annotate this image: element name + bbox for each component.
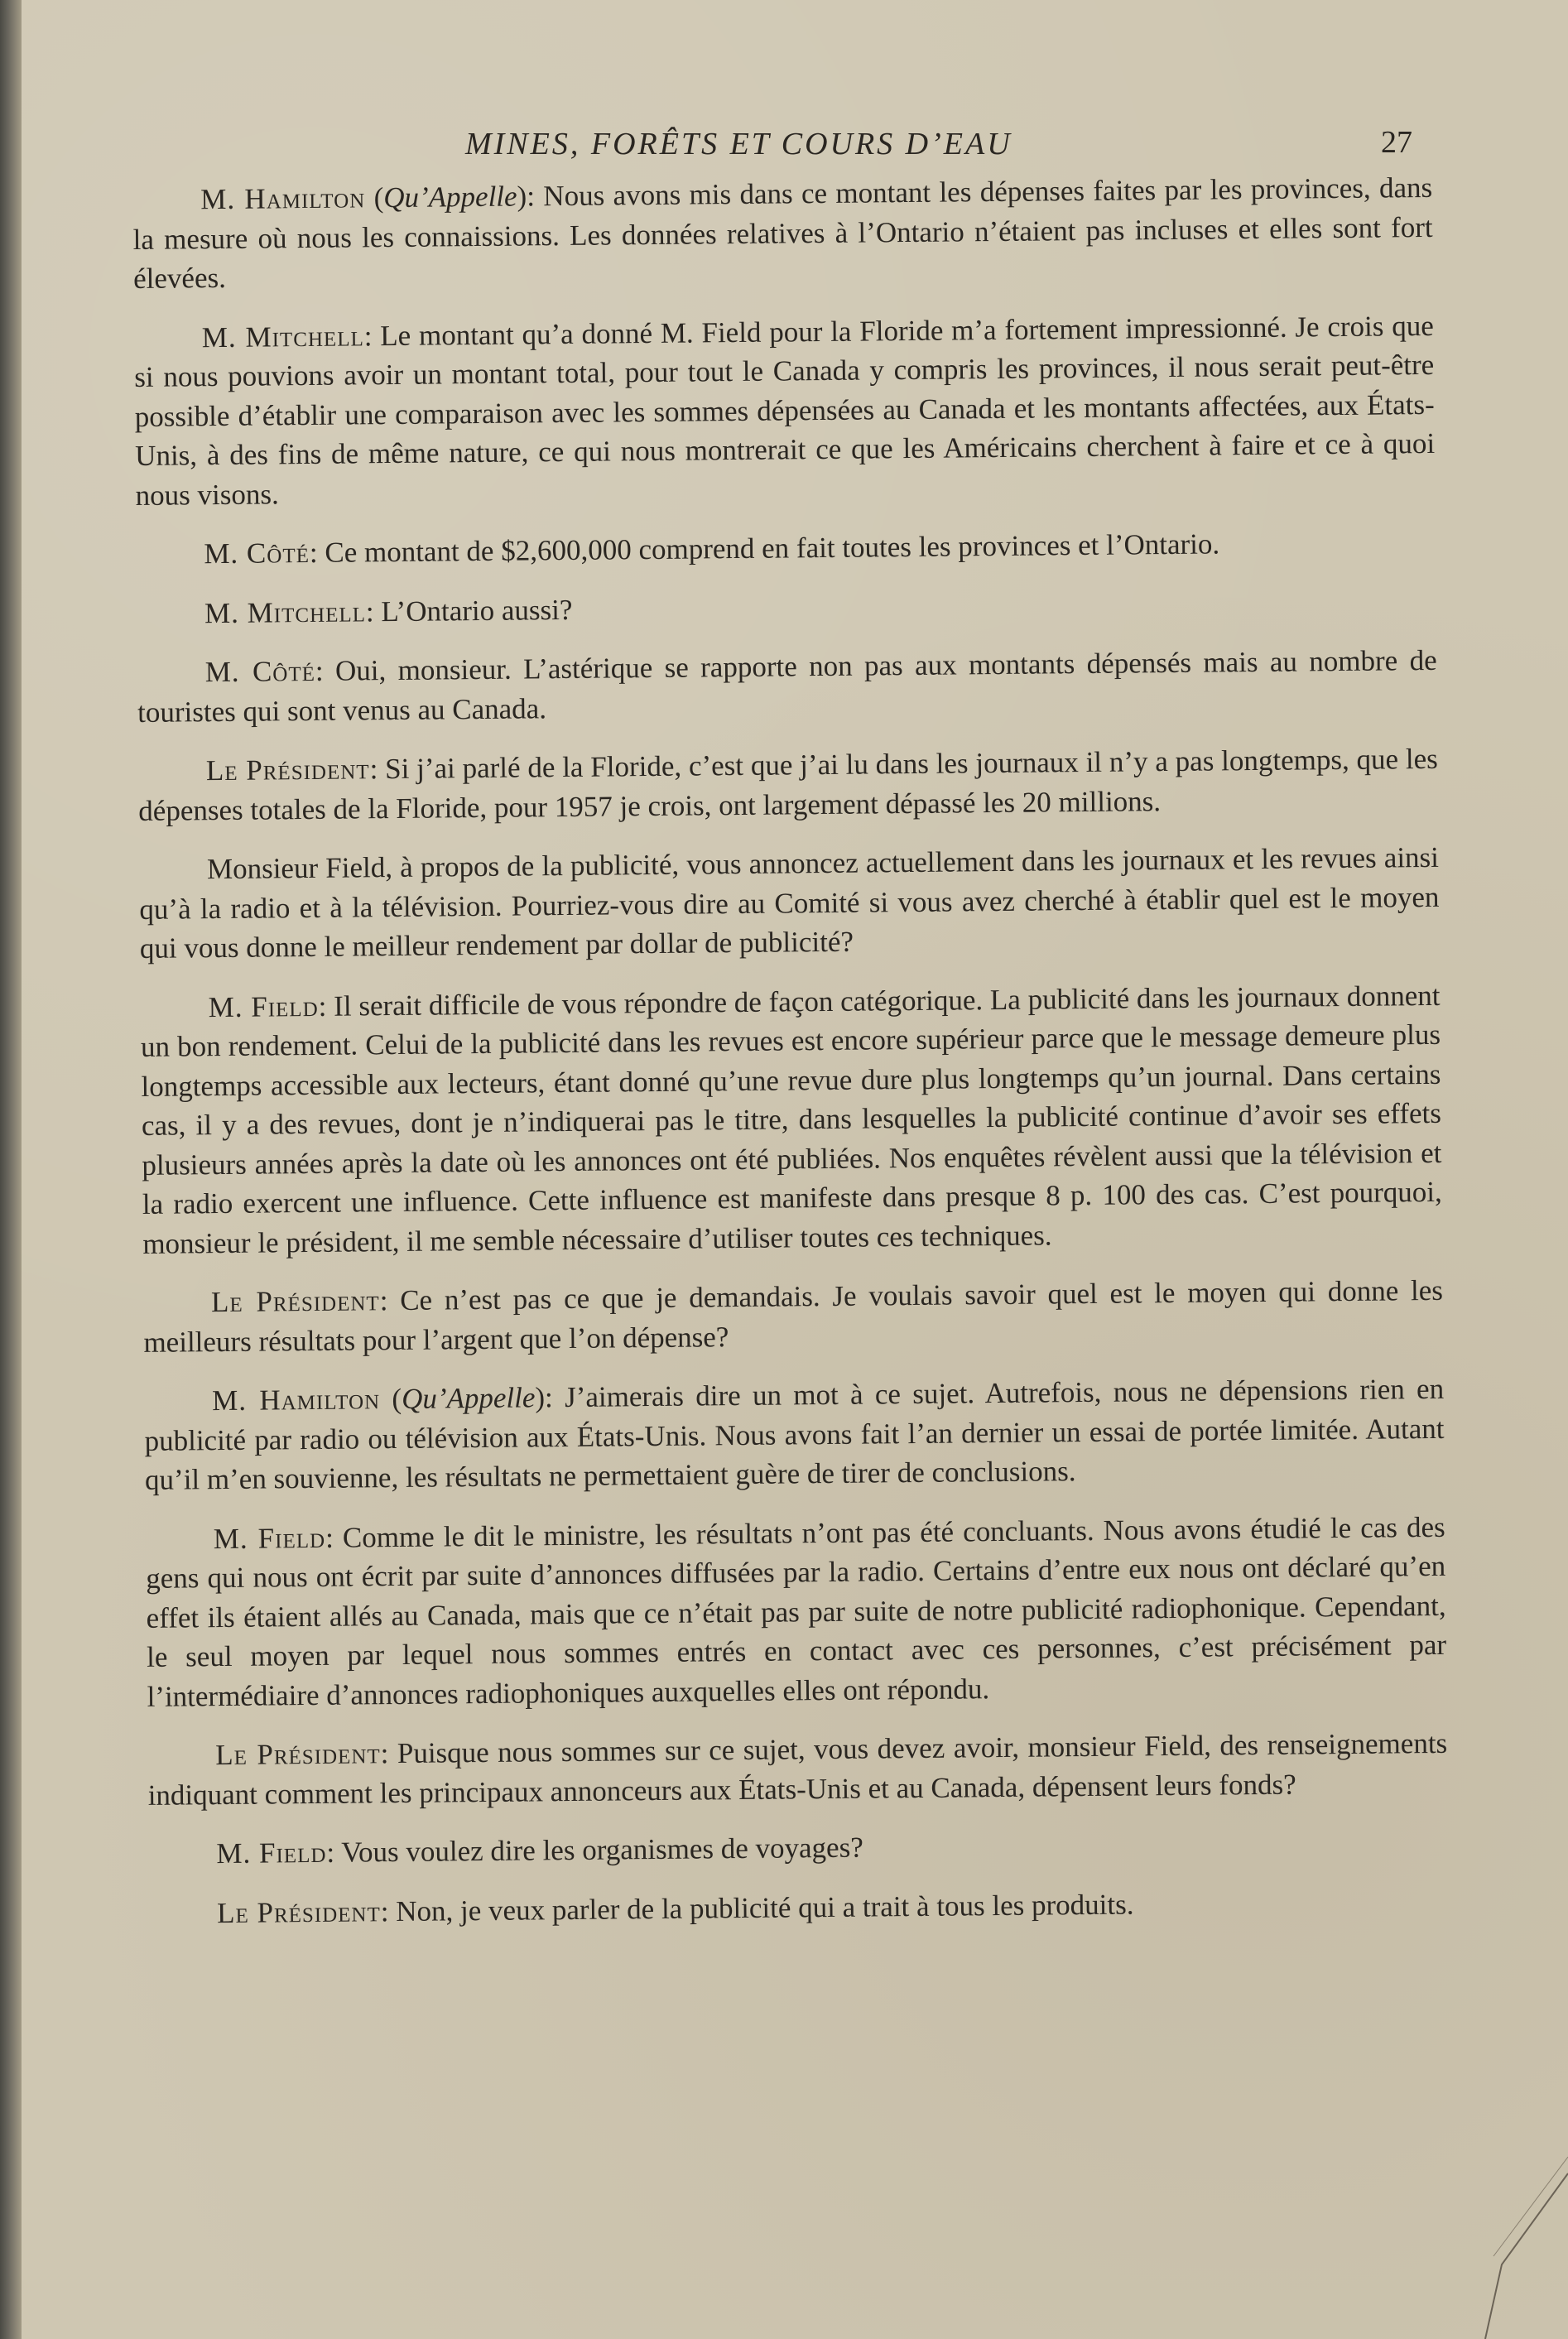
- paragraph: M. Field: Il serait difficile de vous répondre de façon catégorique. La publicité dans les journaux donnent un bon rendement. Celui de la publicité dans les revues est encore supérieur parce que le message demeure plus longtemps accessible aux lecteurs, étant donné qu’une revue dure plus longtemps qu’un journal. Dans certains cas, il y a des revues, dont je n’indiquerai pas le titre, dans lesquelles la publicité continue d’avoir ses effets plusieurs années après la date où les annonces ont été publiées. Nos enquêtes révèlent aussi que la télévision et la radio exercent une influence. Cette influence est manifeste dans presque 8 p. 100 des cas. C’est pourquoi, monsieur le président, il me semble nécessaire d’utiliser toutes ces techniques.: [140, 979, 1442, 1260]
- paragraph-text: L’Ontario aussi?: [381, 593, 573, 628]
- paragraph-text: Puisque nous sommes sur ce sujet, vous devez avoir, monsieur Field, des renseignements indiquant comment les principaux annonceurs aux États-Unis et au Canada, dépensent leurs fonds?: [147, 1726, 1448, 1812]
- paragraph: M. Field: Vous voulez dire les organismes de voyages?: [216, 1831, 863, 1870]
- page-corner-crease: [1402, 2124, 1568, 2339]
- paragraph: M. Field: Comme le dit le ministre, les résultats n’ont pas été concluants. Nous avons étudié le cas des gens qui nous ont écrit par suite d’annonces diffusées par la radio. Certains d’entre eux nous ont déclaré qu’en effet ils étaient allés au Canada, mais que ce n’était pas par suite de notre publicité radiophonique. Cependant, le seul moyen par lequel nous sommes entrés en contact avec ces personnes, c’est précisément par l’intermédiaire d’annonces radiophoniques auxquelles elles ont répondu.: [146, 1510, 1447, 1713]
- page-body: [132, 168, 1449, 1953]
- speaker-name: M. Mitchell: [204, 594, 367, 629]
- page-header: [0, 116, 1568, 174]
- speaker-name: Le Président: [205, 753, 370, 787]
- paragraph: [139, 838, 1440, 969]
- speaker-name: M. Field: [216, 1836, 327, 1870]
- speaker-name: Le Président: [215, 1737, 381, 1772]
- paragraph: Le Président: Puisque nous sommes sur ce sujet, vous devez avoir, monsieur Field, des renseignements indiquant comment les principaux annonceurs aux États-Unis et au Canada, dépensent leurs fonds?: [147, 1726, 1448, 1812]
- paragraph-text: Non, je veux parler de la publicité qui a trait à tous les produits.: [396, 1887, 1134, 1928]
- paragraph-text: Comme le dit le ministre, les résultats n’ont pas été concluants. Nous avons étudié le cas des gens qui nous ont écrit par suite d’annonces diffusées par la radio. Certains d’entre eux nous ont déclaré qu’en effet ils étaient allés au Canada, mais que ce n’était pas par suite de notre publicité radiophonique. Cependant, le seul moyen par lequel nous sommes entrés en contact avec ces personnes, c’est précisément par l’intermédiaire d’annonces radiophoniques auxquelles elles ont répondu.: [146, 1510, 1447, 1713]
- paragraph: M. Mitchell: L’Ontario aussi?: [204, 593, 573, 629]
- paragraph: M. Côté: Oui, monsieur. L’astérique se rapporte non pas aux montants dépensés mais au nombre de touristes qui sont venus au Canada.: [137, 643, 1437, 729]
- paragraph-text: Vous voulez dire les organismes de voyages?: [341, 1831, 863, 1869]
- speaker-riding: Qu’Appelle: [383, 180, 517, 214]
- paragraph: Le Président: Ce n’est pas ce que je demandais. Je voulais savoir quel est le moyen qui donne les meilleurs résultats pour l’argent que l’on dépense?: [143, 1273, 1444, 1359]
- paragraph: M. Hamilton (Qu’Appelle): J’aimerais dire un mot à ce sujet. Autrefois, nous ne dépensions rien en publicité par radio ou télévision aux États-Unis. Nous avons fait l’an dernier un essai de portée limitée. Autant qu’il m’en souvienne, les résultats ne permettaient guère de tirer de conclusions.: [144, 1372, 1445, 1496]
- paragraph-text: Monsieur Field, à propos de la publicité, vous annoncez actuellement dans les journaux et les revues ainsi qu’à la radio et à la télévision. Pourriez-vous dire au Comité si vous avez cherché à établir quel est le moyen qui vous donne le meilleur rendement par dollar de publicité?: [139, 840, 1440, 965]
- paragraph-text: Le montant qu’a donné M. Field pour la Floride m’a fortement impressionné. Je crois que si nous pouvions avoir un montant total, pour tout le Canada y compris les provinces, il nous serait peut-être possible d’établir une comparaison avec les sommes dépensées au Canada et les montants affectées, aux États-Unis, à des fins de même nature, ce qui nous montrerait ce que les Américains cherchent à faire et ce à quoi nous visons.: [134, 309, 1436, 512]
- running-head: MINES, FORÊTS ET COURS D’EAU: [465, 127, 1012, 161]
- speaker-name: M. Field: [208, 989, 319, 1023]
- speaker-name: Le Président: [216, 1894, 381, 1929]
- speaker-name: Le Président: [210, 1284, 380, 1319]
- page-number: 27: [1381, 125, 1412, 160]
- speaker-name: M. Field: [213, 1521, 326, 1555]
- speaker-name: M. Mitchell: [201, 319, 364, 354]
- paragraph-text: Ce n’est pas ce que je demandais. Je voulais savoir quel est le moyen qui donne les meilleurs résultats pour l’argent que l’on dépense?: [143, 1273, 1444, 1359]
- speaker-name: M. Côté: [204, 536, 310, 570]
- speaker-riding: Qu’Appelle: [401, 1381, 536, 1415]
- paragraph: M. Mitchell: Le montant qu’a donné M. Field pour la Floride m’a fortement impressionné. Je crois que si nous pouvions avoir un montant total, pour tout le Canada y compris les provinces, il nous serait peut-être possible d’établir une comparaison avec les sommes dépensées au Canada et les montants affectées, aux États-Unis, à des fins de même nature, ce qui nous montrerait ce que les Américains cherchent à faire et ce à quoi nous visons.: [134, 309, 1436, 512]
- paragraph-text: Nous avons mis dans ce montant les dépenses faites par les provinces, dans la mesure où nous les connaissions. Les données relatives à l’Ontario n’étaient pas incluses et elles sont fort élevées.: [132, 171, 1433, 295]
- speaker-name: M. Hamilton: [211, 1383, 381, 1417]
- book-binding-edge: [0, 0, 22, 2339]
- paragraph-text: J’aimerais dire un mot à ce sujet. Autrefois, nous ne dépensions rien en publicité par radio ou télévision aux États-Unis. Nous avons fait l’an dernier un essai de portée limitée. Autant qu’il m’en souvienne, les résultats ne permettaient guère de tirer de conclusions.: [144, 1372, 1445, 1496]
- paragraph: Le Président: Si j’ai parlé de la Floride, c’est que j’ai lu dans les journaux il n’y a pas longtemps, que les dépenses totales de la Floride, pour 1957 je crois, ont largement dépassé les 20 millions.: [138, 742, 1438, 827]
- paragraph-text: Oui, monsieur. L’astérique se rapporte non pas aux montants dépensés mais au nombre de touristes qui sont venus au Canada.: [137, 643, 1437, 729]
- paragraph-text: Ce montant de $2,600,000 comprend en fait toutes les provinces et l’Ontario.: [325, 527, 1220, 569]
- paragraph: M. Hamilton (Qu’Appelle): Nous avons mis dans ce montant les dépenses faites par les provinces, dans la mesure où nous les connaissions. Les données relatives à l’Ontario n’étaient pas incluses et elles sont fort élevées.: [132, 171, 1433, 295]
- paragraph: M. Côté: Ce montant de $2,600,000 comprend en fait toutes les provinces et l’Ontario.: [204, 527, 1220, 570]
- paragraph: Le Président: Non, je veux parler de la publicité qui a trait à tous les produits.: [216, 1887, 1134, 1929]
- paragraph-text: Si j’ai parlé de la Floride, c’est que j’ai lu dans les journaux il n’y a pas longtemps, que les dépenses totales de la Floride, pour 1957 je crois, ont largement dépassé les 20 millions.: [138, 742, 1438, 827]
- speaker-name: M. Hamilton: [200, 181, 366, 216]
- paragraph-text: Il serait difficile de vous répondre de façon catégorique. La publicité dans les journaux donnent un bon rendement. Celui de la publicité dans les revues est encore supérieur parce que le message demeure plus longtemps accessible aux lecteurs, étant donné qu’une revue dure plus longtemps qu’un journal. Dans certains cas, il y a des revues, dont je n’indiquerai pas le titre, dans lesquelles la publicité continue d’avoir ses effets plusieurs années après la date où les annonces ont été publiées. Nos enquêtes révèlent aussi que la télévision et la radio exercent une influence. Cette influence est manifeste dans presque 8 p. 100 des cas. C’est pourquoi, monsieur le président, il me semble nécessaire d’utiliser toutes ces techniques.: [140, 979, 1442, 1260]
- speaker-name: M. Côté: [204, 654, 316, 689]
